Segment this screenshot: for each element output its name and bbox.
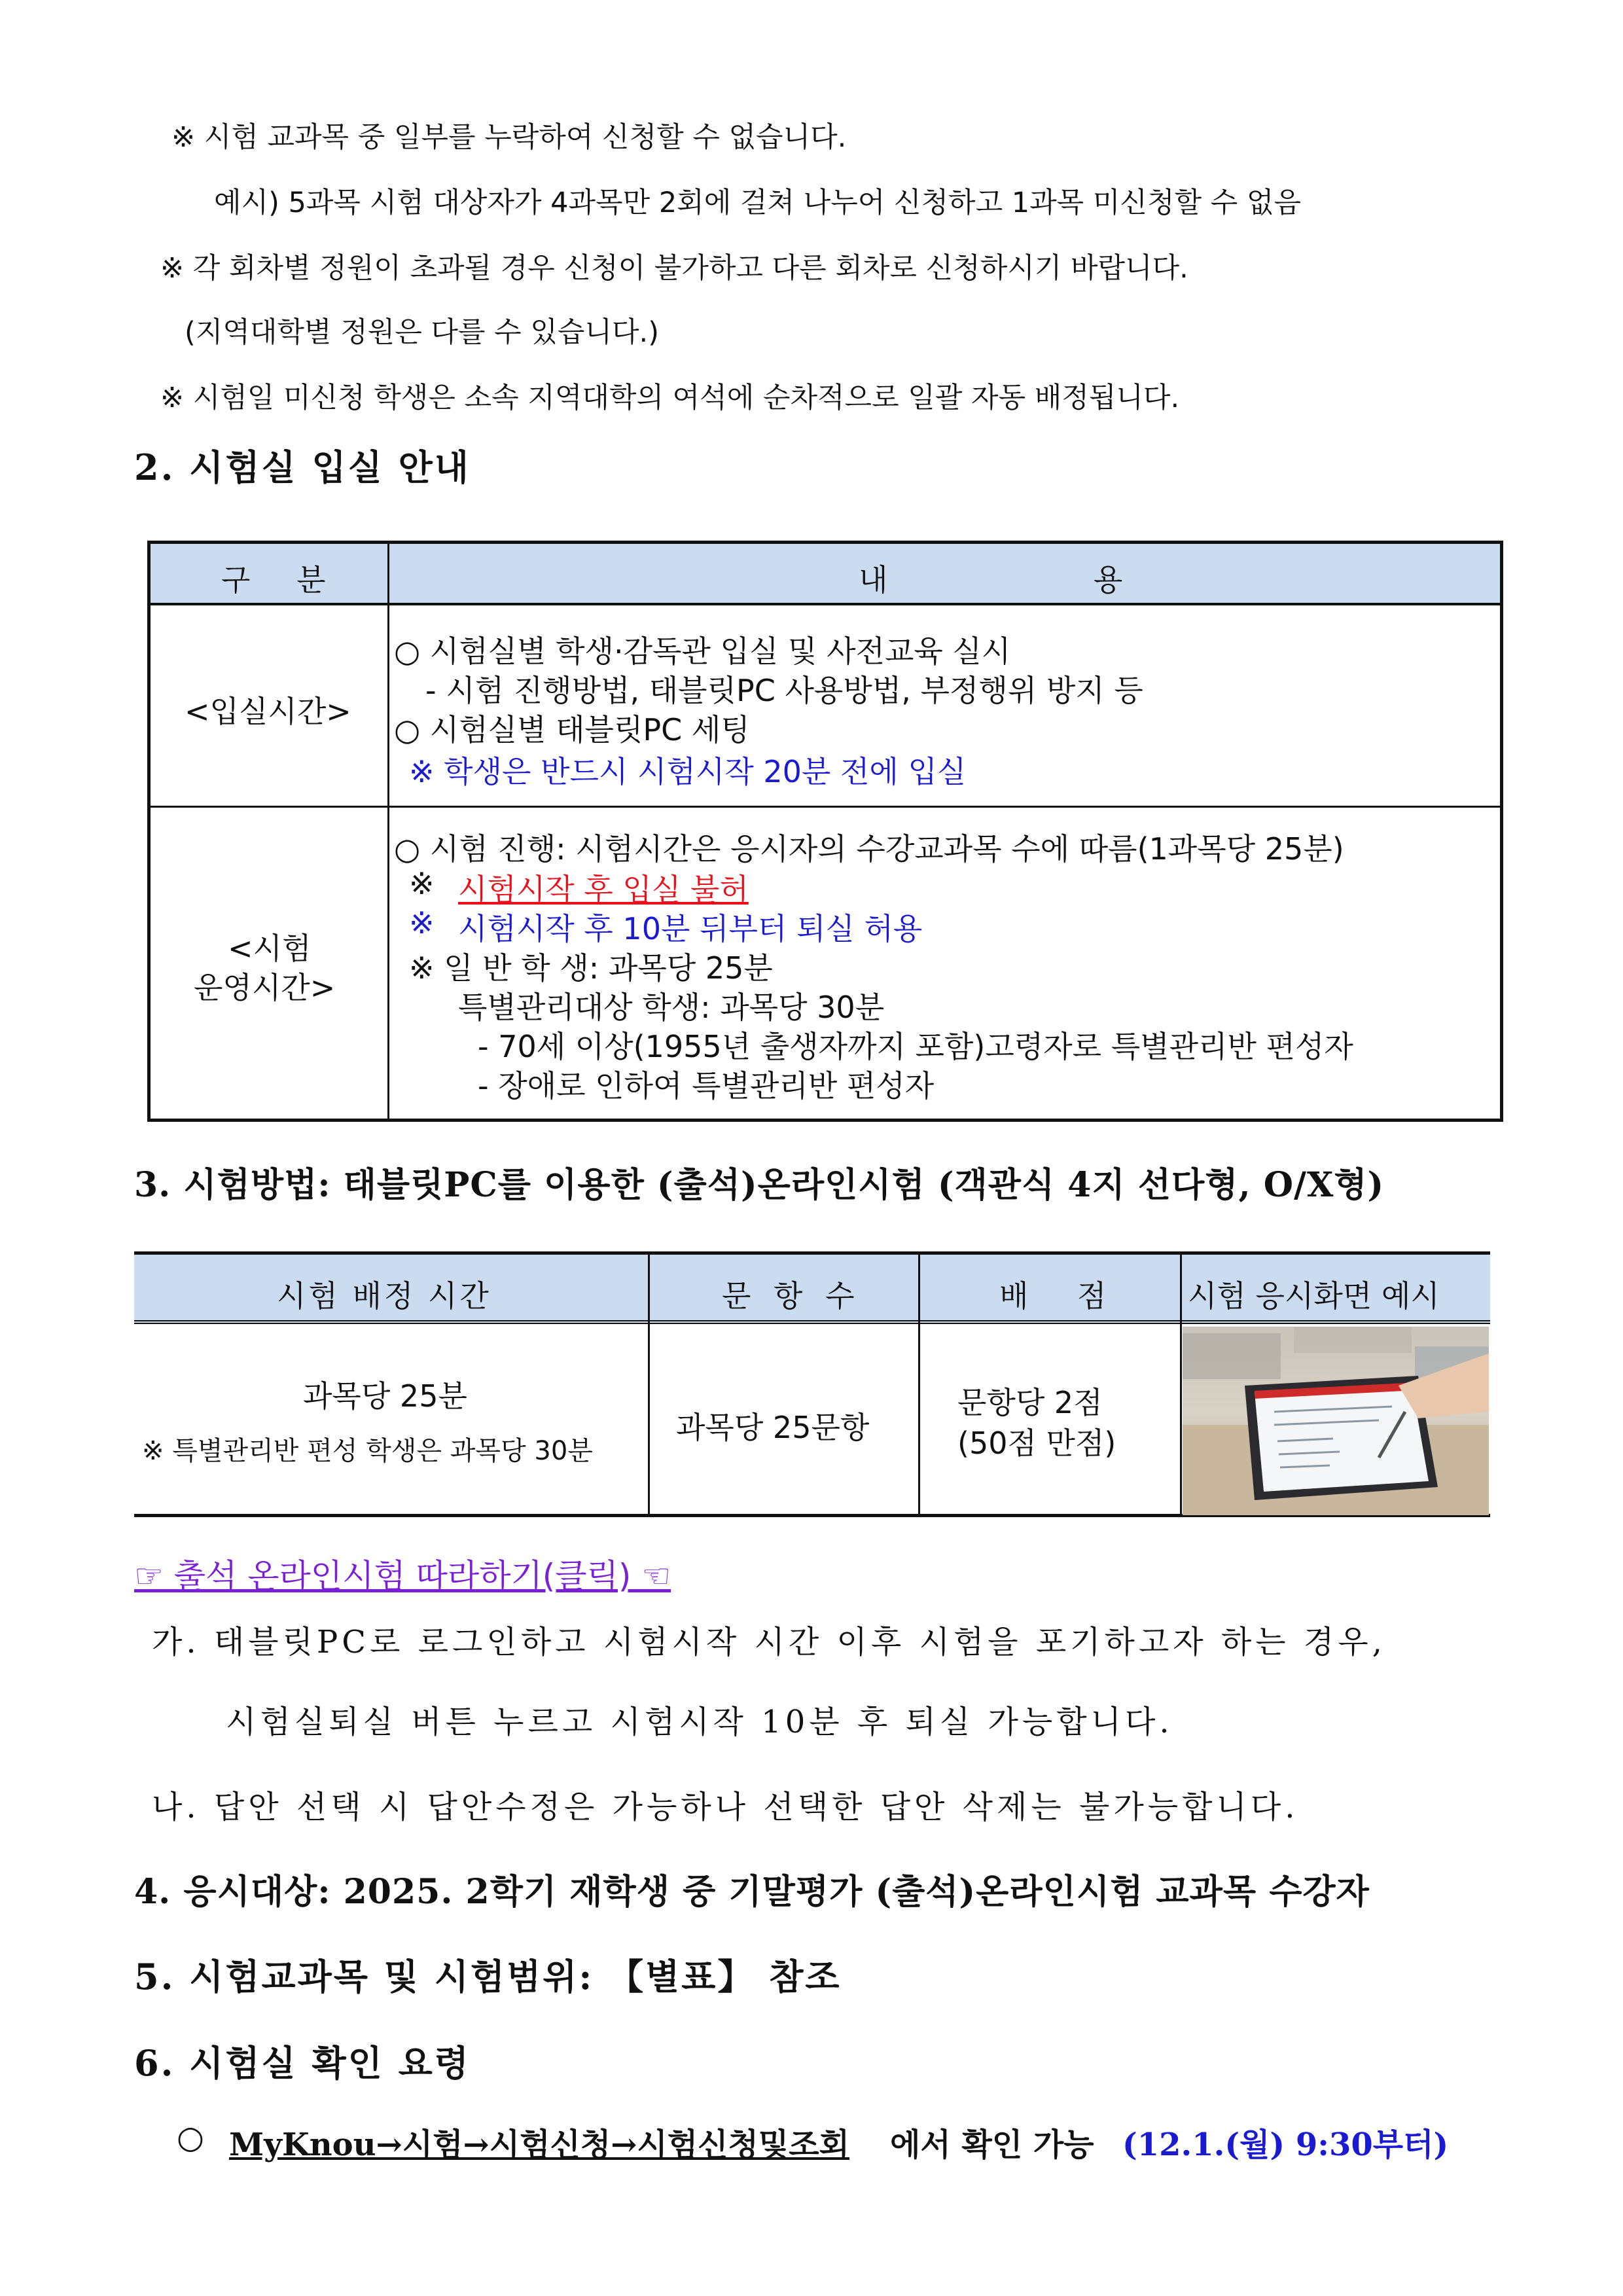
time-main: 과목당 25분: [303, 1378, 467, 1414]
row-operation-label-2: 운영시간>: [194, 970, 336, 1005]
header-questions: 문 항 수: [722, 1278, 861, 1314]
tablet-exam-photo: [1183, 1327, 1489, 1515]
item-ga-line-2: 시험실퇴실 버튼 누르고 시험시작 10분 후 퇴실 가능합니다.: [226, 1704, 1173, 1740]
operation-line-2: 시험시작 후 입실 불허: [458, 872, 749, 907]
operation-line-7: - 장애로 인하여 특별관리반 편성자: [478, 1068, 935, 1103]
col-category-header: 구 분: [221, 562, 344, 598]
operation-line-1: ○ 시험 진행: 시험시간은 응시자의 수강교과목 수에 따름(1과목당 25분): [394, 831, 1344, 867]
time-note: ※ 특별관리반 편성 학생은 과목당 30분: [142, 1436, 593, 1466]
check-bullet: ○: [177, 2119, 204, 2156]
note-example: 예시) 5과목 시험 대상자가 4과목만 2회에 걸쳐 나누어 신청하고 1과목 미신청할 수 없음: [214, 187, 1301, 219]
operation-line-5: 특별관리대상 학생: 과목당 30분: [458, 990, 885, 1025]
follow-online-exam-link[interactable]: ☞ 출석 온라인시험 따라하기(클릭) ☜: [134, 1557, 671, 1595]
score-line-1: 문항당 2점: [957, 1385, 1103, 1420]
entry-table: [147, 541, 1503, 1122]
operation-mark-2: ※: [409, 866, 435, 901]
method-table: [134, 1251, 1490, 1517]
section-5-heading: 5. 시험교과목 및 시험범위: 【별표】 참조: [134, 1956, 842, 1998]
check-date: (12.1.(월) 9:30부터): [1122, 2126, 1449, 2163]
note-capacity: ※ 각 회차별 정원이 초과될 경우 신청이 불가하고 다른 회차로 신청하시기 바랍니다.: [160, 252, 1188, 285]
check-middle-text: 에서 확인 가능: [890, 2126, 1094, 2163]
section-3-heading: 3. 시험방법: 태블릿PC를 이용한 (출석)온라인시험 (객관식 4지 선다형, O/X형): [134, 1165, 1385, 1205]
section-2-heading: 2. 시험실 입실 안내: [134, 446, 471, 488]
myknou-path[interactable]: MyKnou→시험→시험신청→시험신청및조회: [229, 2126, 849, 2163]
score-line-2: (50점 만점): [957, 1426, 1116, 1461]
header-time: 시험 배정 시간: [277, 1278, 491, 1314]
operation-line-6: - 70세 이상(1955년 출생자까지 포함)고령자로 특별관리반 편성자: [478, 1029, 1353, 1064]
questions-count: 과목당 25문항: [676, 1410, 870, 1445]
header-screen-example: 시험 응시화면 예시: [1188, 1278, 1440, 1314]
entry-line-2: - 시험 진행방법, 태블릿PC 사용방법, 부정행위 방지 등: [425, 673, 1143, 708]
operation-mark-3: ※: [409, 905, 435, 941]
entry-line-4: ※ 학생은 반드시 시험시작 20분 전에 입실: [409, 754, 967, 789]
note-auto-assign: ※ 시험일 미신청 학생은 소속 지역대학의 여석에 순차적으로 일괄 자동 배정됩니다.: [160, 382, 1180, 414]
operation-line-4: ※ 일 반 학 생: 과목당 25분: [409, 950, 773, 986]
col-content-header: 내 용: [859, 562, 1221, 598]
item-ga-line-1: 가. 태블릿PC로 로그인하고 시험시작 시간 이후 시험을 포기하고자 하는 경우,: [152, 1624, 1386, 1660]
entry-line-1: ○ 시험실별 학생·감독관 입실 및 사전교육 실시: [394, 634, 1011, 669]
entry-table-header: [151, 544, 1500, 605]
entry-line-3: ○ 시험실별 태블릿PC 세팅: [394, 712, 750, 747]
note-no-partial: ※ 시험 교과목 중 일부를 누락하여 신청할 수 없습니다.: [171, 121, 847, 154]
header-score: 배 점: [999, 1278, 1126, 1314]
section-6-heading: 6. 시험실 확인 요령: [134, 2042, 471, 2084]
operation-line-3: 시험시작 후 10분 뒤부터 퇴실 허용: [458, 911, 923, 946]
note-regional: (지역대학별 정원은 다를 수 있습니다.): [185, 316, 659, 349]
row-entry-time-label: <입실시간>: [185, 694, 351, 729]
section-4-heading: 4. 응시대상: 2025. 2학기 재학생 중 기말평가 (출석)온라인시험 교과목 수강자: [134, 1872, 1370, 1912]
row-operation-label-1: <시험: [228, 931, 312, 966]
item-na: 나. 답안 선택 시 답안수정은 가능하나 선택한 답안 삭제는 불가능합니다.: [152, 1789, 1299, 1825]
